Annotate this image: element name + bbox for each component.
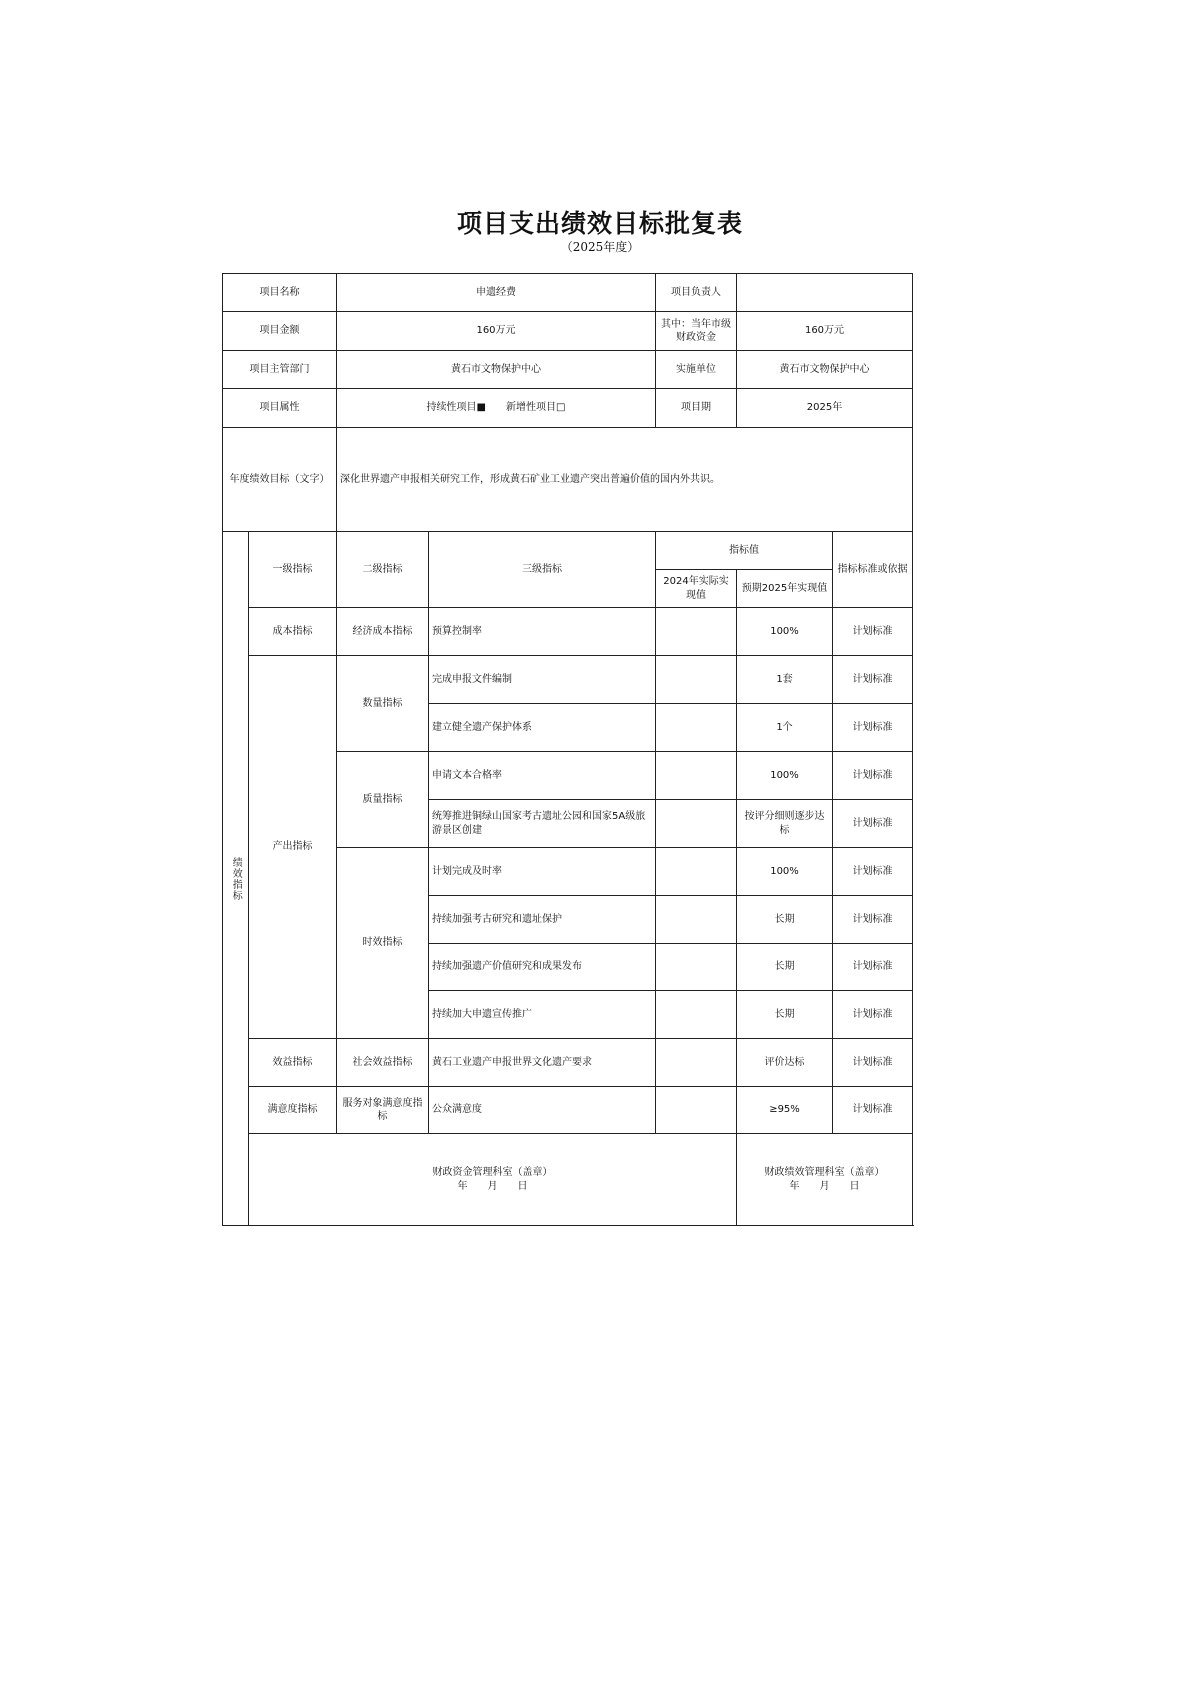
impl-unit-value: 黄石市文物保护中心 xyxy=(737,351,913,389)
impl-unit-label: 实施单位 xyxy=(656,351,737,389)
level2-service-satisfaction: 服务对象满意度指标 xyxy=(337,1087,429,1134)
basis-value: 计划标准 xyxy=(833,800,913,848)
table-row xyxy=(223,428,913,532)
level3-indicator: 黄石工业遗产申报世界文化遗产要求 xyxy=(429,1039,656,1087)
expected-value: 100% xyxy=(737,752,833,800)
basis-value: 计划标准 xyxy=(833,991,913,1039)
page-subtitle: （2025年度） xyxy=(560,240,640,254)
level1-benefit: 效益指标 xyxy=(249,1039,337,1087)
fiscal-fund-value: 160万元 xyxy=(737,312,913,351)
basis-value: 计划标准 xyxy=(833,752,913,800)
actual-value xyxy=(656,1087,737,1134)
project-attr-label: 项目属性 xyxy=(223,389,337,428)
dept-value: 黄石市文物保护中心 xyxy=(337,351,656,389)
level2-timeliness: 时效指标 xyxy=(337,848,429,1039)
level1-cost: 成本指标 xyxy=(249,608,337,656)
actual-value xyxy=(656,800,737,848)
basis-value: 计划标准 xyxy=(833,1039,913,1087)
table-row xyxy=(223,274,913,312)
level1-output: 产出指标 xyxy=(249,656,337,1039)
sign-year: 年 xyxy=(457,1180,468,1192)
expected-value: 1个 xyxy=(737,704,833,752)
level3-indicator: 持续加大申遗宣传推广 xyxy=(429,991,656,1039)
project-name-value: 申遗经费 xyxy=(337,274,656,312)
header-indicator-value: 指标值 xyxy=(656,532,833,570)
table-row xyxy=(223,1087,913,1134)
expected-value: 长期 xyxy=(737,944,833,991)
level2-social-benefit: 社会效益指标 xyxy=(337,1039,429,1087)
sign-month: 月 xyxy=(819,1180,830,1192)
actual-value xyxy=(656,848,737,896)
project-amount-label: 项目金额 xyxy=(223,312,337,351)
table-row xyxy=(223,389,913,428)
sign-month: 月 xyxy=(487,1180,498,1192)
expected-value: 100% xyxy=(737,848,833,896)
level3-indicator: 统筹推进铜绿山国家考古遗址公园和国家5A级旅游景区创建 xyxy=(429,800,656,848)
actual-value xyxy=(656,704,737,752)
table-row xyxy=(223,312,913,351)
header-level3: 三级指标 xyxy=(429,532,656,608)
sign-year: 年 xyxy=(789,1180,800,1192)
table-row xyxy=(223,532,913,570)
level2-quantity: 数量指标 xyxy=(337,656,429,752)
fiscal-fund-label: 其中：当年市级财政资金 xyxy=(656,312,737,351)
level3-indicator: 持续加强考古研究和遗址保护 xyxy=(429,896,656,944)
project-amount-value: 160万元 xyxy=(337,312,656,351)
table-row xyxy=(223,1039,913,1087)
expected-value: 1套 xyxy=(737,656,833,704)
annual-goal-label: 年度绩效目标（文字） xyxy=(223,428,337,532)
project-attr-value: 持续性项目■ 新增性项目□ xyxy=(337,389,656,428)
header-level2: 二级指标 xyxy=(337,532,429,608)
expected-value: 评价达标 xyxy=(737,1039,833,1087)
perf-group-cell xyxy=(223,532,249,1226)
project-leader-label: 项目负责人 xyxy=(656,274,737,312)
sign-day: 日 xyxy=(849,1180,860,1192)
sign-day: 日 xyxy=(517,1180,528,1192)
level3-indicator: 持续加强遗产价值研究和成果发布 xyxy=(429,944,656,991)
level2-quality: 质量指标 xyxy=(337,752,429,848)
level2-econ-cost: 经济成本指标 xyxy=(337,608,429,656)
perf-group-label: 绩效指标 xyxy=(230,856,242,901)
header-basis: 指标标准或依据 xyxy=(833,532,913,608)
actual-value xyxy=(656,656,737,704)
level3-indicator: 计划完成及时率 xyxy=(429,848,656,896)
expected-value: 100% xyxy=(737,608,833,656)
header-actual-2024: 2024年实际实现值 xyxy=(656,570,737,608)
table-row xyxy=(223,608,913,656)
basis-value: 计划标准 xyxy=(833,944,913,991)
finance-fund-office-sign xyxy=(249,1134,737,1226)
table-row xyxy=(223,351,913,389)
finance-perf-office-label: 财政绩效管理科室（盖章） xyxy=(764,1167,885,1178)
project-period-label: 项目期 xyxy=(656,389,737,428)
basis-value: 计划标准 xyxy=(833,608,913,656)
actual-value xyxy=(656,896,737,944)
level3-indicator: 建立健全遗产保护体系 xyxy=(429,704,656,752)
project-period-value: 2025年 xyxy=(737,389,913,428)
basis-value: 计划标准 xyxy=(833,1087,913,1134)
actual-value xyxy=(656,991,737,1039)
actual-value xyxy=(656,752,737,800)
project-leader-value xyxy=(737,274,913,312)
level1-satisfaction: 满意度指标 xyxy=(249,1087,337,1134)
annual-goal-value: 深化世界遗产申报相关研究工作，形成黄石矿业工业遗产突出普遍价值的国内外共识。 xyxy=(337,428,913,532)
basis-value: 计划标准 xyxy=(833,848,913,896)
performance-target-table xyxy=(222,273,913,1226)
level3-indicator: 预算控制率 xyxy=(429,608,656,656)
finance-fund-office-label: 财政资金管理科室（盖章） xyxy=(432,1167,553,1178)
finance-perf-office-sign xyxy=(737,1134,913,1226)
level3-indicator: 申请文本合格率 xyxy=(429,752,656,800)
expected-value: 长期 xyxy=(737,896,833,944)
actual-value xyxy=(656,944,737,991)
header-level1: 一级指标 xyxy=(249,532,337,608)
actual-value xyxy=(656,608,737,656)
table-row xyxy=(223,656,913,704)
table-row xyxy=(223,1134,913,1226)
page-title: 项目支出绩效目标批复表 xyxy=(456,209,743,238)
expected-value: 按评分细则逐步达标 xyxy=(737,800,833,848)
basis-value: 计划标准 xyxy=(833,896,913,944)
dept-label: 项目主管部门 xyxy=(223,351,337,389)
level3-indicator: 完成申报文件编制 xyxy=(429,656,656,704)
basis-value: 计划标准 xyxy=(833,656,913,704)
sign-date xyxy=(740,1180,909,1194)
sign-date xyxy=(252,1180,733,1194)
basis-value: 计划标准 xyxy=(833,704,913,752)
project-name-label: 项目名称 xyxy=(223,274,337,312)
level3-indicator: 公众满意度 xyxy=(429,1087,656,1134)
expected-value: ≥95% xyxy=(737,1087,833,1134)
header-expected-2025: 预期2025年实现值 xyxy=(737,570,833,608)
actual-value xyxy=(656,1039,737,1087)
expected-value: 长期 xyxy=(737,991,833,1039)
